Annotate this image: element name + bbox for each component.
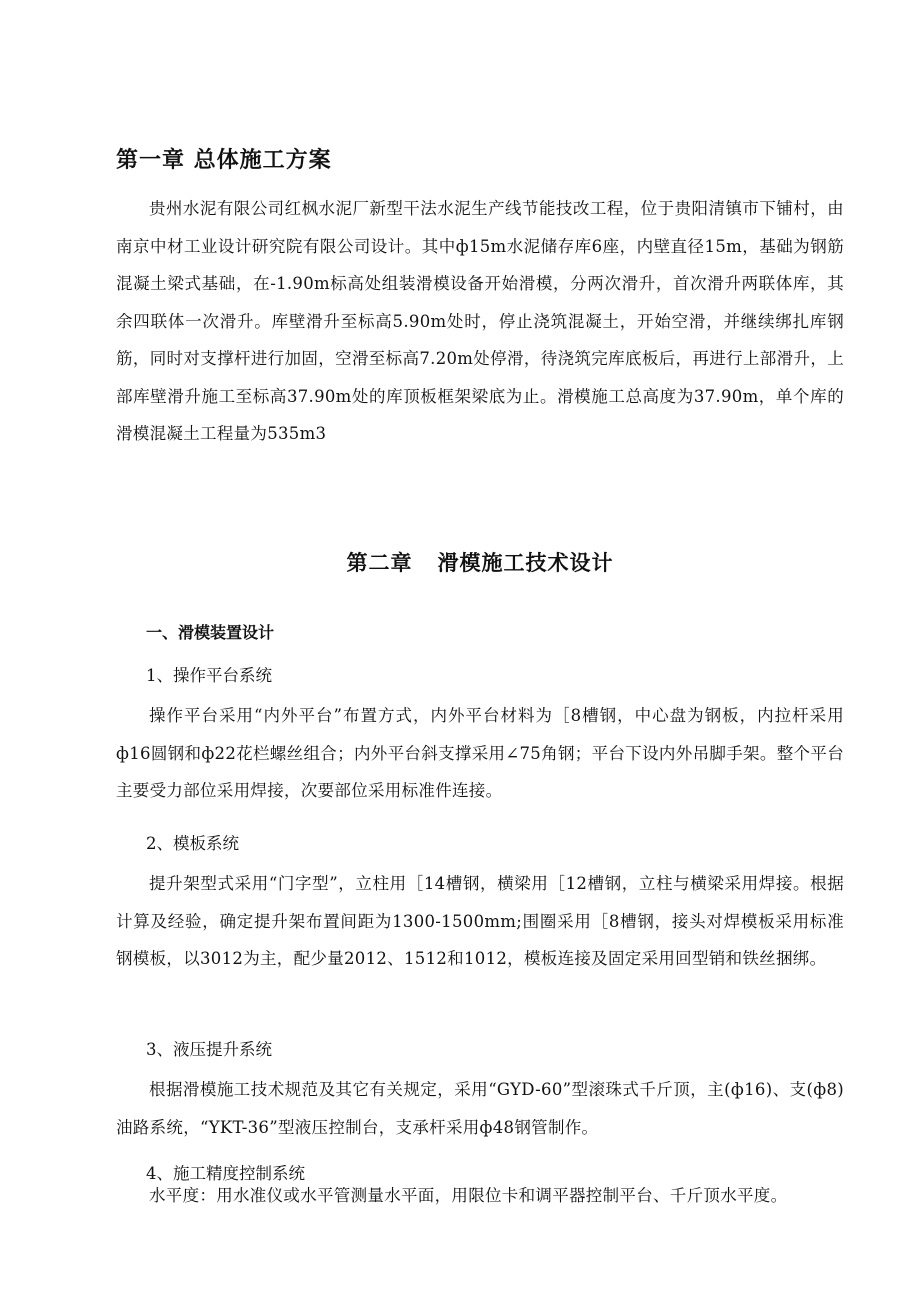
item4-heading: 4、施工精度控制系统: [146, 1164, 305, 1183]
chapter1-title: 第一章 总体施工方案: [116, 148, 332, 173]
item1-heading: 1、操作平台系统: [146, 666, 272, 685]
chapter1-paragraph: 贵州水泥有限公司红枫水泥厂新型干法水泥生产线节能技改工程，位于贵阳清镇市下铺村，由南京中材工业设计研究院有限公司设计。其中ф15m水泥储存库6座，内壁直径15m，基础为钢筋混凝土梁式基础，在-1.90m标高处组装滑模设备开始滑模，分两次滑升，首次滑升两联体库，其余四联体一次滑升。库壁滑升至标高5.90m处时，停止浇筑混凝土，开始空滑，并继续绑扎库钢筋，同时对支撑杆进行加固，空滑至标高7.20m处停滑，待浇筑完库底板后，再进行上部滑升，上部库壁滑升施工至标高37.90m处的库顶板框架梁底为止。滑模施工总高度为37.90m，单个库的滑模混凝土工程量为535m3: [116, 199, 844, 443]
item4-paragraph: 水平度：用水准仪或水平管测量水平面，用限位卡和调平器控制平台、千斤顶水平度。: [149, 1186, 788, 1205]
item3-heading: 3、液压提升系统: [146, 1040, 272, 1059]
item3-paragraph: 根据滑模施工技术规范及其它有关规定，采用“GYD-60”型滚珠式千斤顶，主(ф16)、支(ф8)油路系统，“YKT-36”型液压控制台，支承杆采用ф48钢管制作。: [116, 1080, 844, 1137]
item2-paragraph: 提升架型式采用“门字型”，立柱用［14槽钢，横梁用［12槽钢，立柱与横梁采用焊接。根据计算及经验，确定提升架布置间距为1300-1500mm;围圈采用［8槽钢，接头对焊模板采用标准钢模板，以3012为主，配少量2012、1512和1012，模板连接及固定采用回型销和铁丝捆绑。: [116, 874, 844, 968]
item2-heading: 2、模板系统: [146, 834, 239, 853]
chapter2-title: 第二章 滑模施工技术设计: [346, 551, 614, 575]
section1-title: 一、滑模装置设计: [146, 623, 275, 642]
item1-paragraph: 操作平台采用“内外平台”布置方式，内外平台材料为［8槽钢，中心盘为钢板，内拉杆采用ф16圆钢和ф22花栏螺丝组合；内外平台斜支撑采用∠75角钢；平台下设内外吊脚手架。整个平台主要受力部位采用焊接，次要部位采用标准件连接。: [116, 706, 844, 800]
